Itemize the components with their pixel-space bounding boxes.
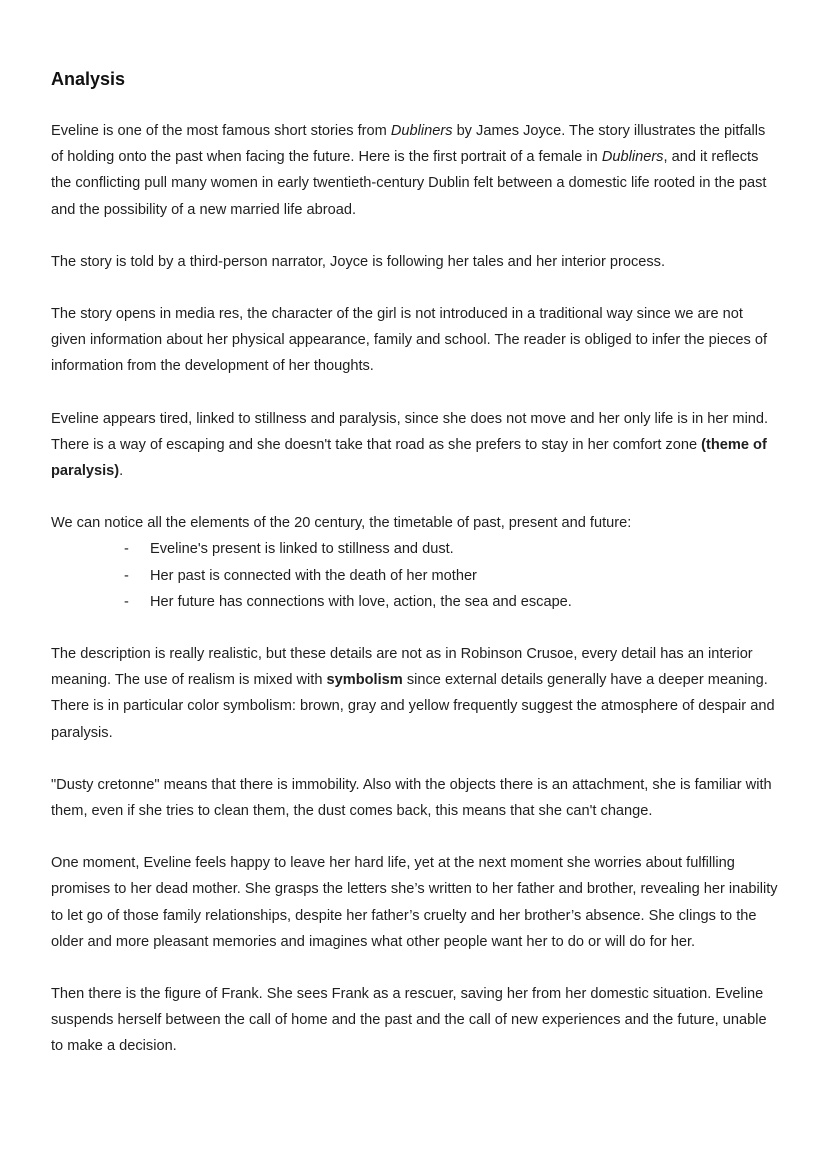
paragraph-intro <box>51 118 781 223</box>
paragraph-narrator: The story is told by a third-person narrator, Joyce is following her tales and her interior process. <box>51 253 666 270</box>
list-item-text: Her past is connected with the death of her mother <box>150 567 477 584</box>
dash-bullet: - <box>124 593 129 610</box>
dash-bullet: - <box>124 567 129 584</box>
dash-bullet: - <box>124 541 129 558</box>
list-item <box>51 563 781 589</box>
paragraph-intro-text-1: Eveline is one of the most famous short stories from <box>51 123 391 139</box>
paragraph-paralysis-text-2: . <box>119 463 124 480</box>
list-item <box>51 536 781 562</box>
paragraph-paralysis-text-1: Eveline appears tired, linked to stillness and paralysis, since she does not move and her only life is in her mind. There is a way of escaping and she doesn't take that road as she prefers to stay in her comfort zone <box>51 410 769 453</box>
paragraph-media-res: The story opens in media res, the character of the girl is not introduced in a traditional way since we are not given information about her physical appearance, family and school. The reader is obliged to infer the pieces of information from the development of her thoughts. <box>51 306 768 375</box>
theme-of-paralysis-bold: (theme of paralysis) <box>51 436 767 480</box>
paragraph-intro-text-2: by James Joyce. The story illustrates the pitfalls of holding onto the past when facing the future. Here is the first portrait of a female in <box>51 123 766 166</box>
timetable-list <box>51 536 781 615</box>
list-item <box>51 589 781 615</box>
paragraph-paralysis <box>51 406 781 485</box>
book-title-italic: Dubliners <box>601 149 664 166</box>
paragraph-symbolism-text-1: The description is really realistic, but these details are not as in Robinson Crusoe, every detail has an interior meaning. The use of realism is mixed with <box>51 646 753 689</box>
list-item-text: Her future has connections with love, action, the sea and escape. <box>150 593 572 610</box>
paragraph-dusty-cretonne: "Dusty cretonne" means that there is immobility. Also with the objects there is an attachment, she is familiar with them, even if she tries to clean them, the dust comes back, this means that she can't change. <box>51 776 772 820</box>
paragraph-symbolism <box>51 641 781 746</box>
paragraph-timetable-intro: We can notice all the elements of the 20 century, the timetable of past, present and future: <box>51 515 632 532</box>
page-title: Analysis <box>51 69 126 89</box>
symbolism-bold: symbolism <box>326 672 403 689</box>
book-title-italic: Dubliners <box>390 123 453 139</box>
list-item-text: Eveline's present is linked to stillness and dust. <box>150 541 454 558</box>
paragraph-conflict: One moment, Eveline feels happy to leave her hard life, yet at the next moment she worries about fulfilling promises to her dead mother. She grasps the letters she’s written to her father and brother, revealing her inability to let go of those family relationships, despite her father’s cruelty and her brother’s absence. She clings to the older and more pleasant memories and imagines what other people want her to do or will do for her. <box>51 855 778 950</box>
paragraph-intro-text-3: , and it reflects the conflicting pull many women in early twentieth-century Dublin felt between a domestic life rooted in the past and the possibility of a new married life abroad. <box>51 149 767 218</box>
paragraph-symbolism-text-2: since external details generally have a deeper meaning. There is in particular color symbolism: brown, gray and yellow frequently suggest the atmosphere of despair and paralysis. <box>51 672 775 741</box>
document-page <box>51 67 781 1060</box>
paragraph-frank: Then there is the figure of Frank. She sees Frank as a rescuer, saving her from her domestic situation. Eveline suspends herself between the call of home and the past and the call of new experiences and the future, unable to make a decision. <box>51 986 767 1055</box>
